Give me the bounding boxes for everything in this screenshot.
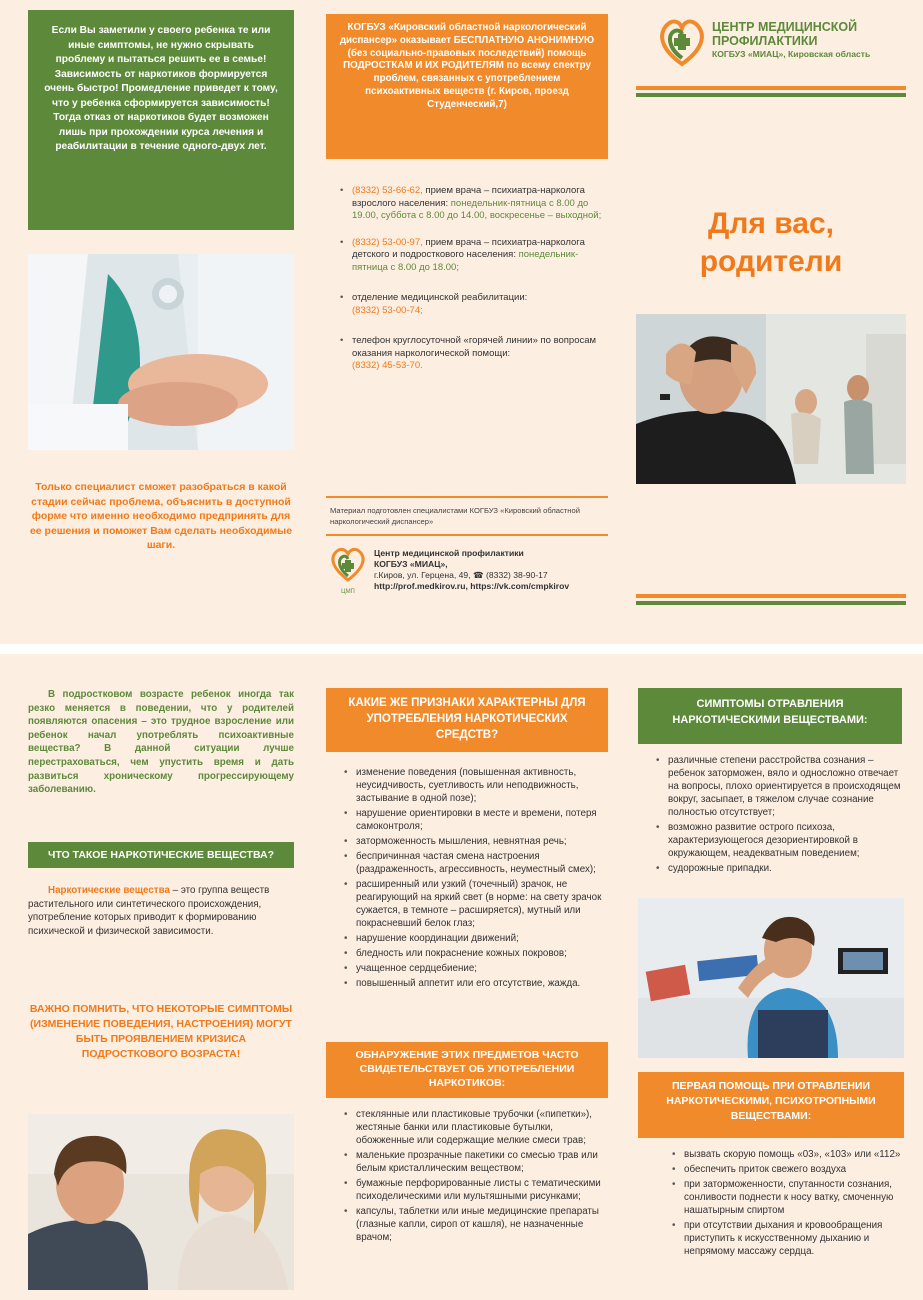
- important-text: ВАЖНО ПОМНИТЬ, ЧТО НЕКОТОРЫЕ СИМПТОМЫ (ИЗМЕНЕНИЕ ПОВЕДЕНИЯ, НАСТРОЕНИЯ) МОГУТ БЫТЬ ПРОЯВЛЕНИЕМ КРИЗИСА ПОДРОСТКОВОГО ВОЗРАСТА!: [29, 1003, 293, 1060]
- list-item: • учащенное сердцебиение;: [356, 962, 608, 975]
- center-address: г.Киров, ул. Герцена, 49, ☎ (8332) 38-90-17: [374, 570, 548, 580]
- intro-text: Если Вы заметили у своего ребенка те или иные симптомы, не нужно скрывать проблему и пытаться решить ее в семье! Зависимость от наркотиков формируется очень быстро! Промедление приведет к тому, что у ребенка сформируется зависимость! Тогда отказ от наркотиков будет возможен лишь при прохождении курса лечения и реабилитации в течение одного-двух лет.: [44, 25, 278, 152]
- contacts-list: [340, 185, 602, 373]
- what-def: – это группа веществ растительного или синтетического происхождения, употребление которых приводит к формированию психической и физической зависимости.: [28, 885, 270, 937]
- signs-heading: КАКИЕ ЖЕ ПРИЗНАКИ ХАРАКТЕРНЫ ДЛЯ УПОТРЕБЛЕНИЯ НАРКОТИЧЕСКИХ СРЕДСТВ?: [348, 697, 586, 741]
- contact-desc: телефон круглосуточной «горячей линии» по вопросам оказания наркологической помощи:: [352, 335, 597, 359]
- contact-item: • (8332) 53-00-97, прием врача – психиатра-нарколога детского и подросткового населения: понедельник-пятница с 8.00 до 18.00;: [340, 236, 585, 273]
- list-item: • бледность или покраснение кожных покровов;: [356, 947, 608, 960]
- list-item: • нарушение координации движений;: [356, 932, 608, 945]
- list-item: • бумажные перфорированные листы с тематическими психоделическими или мультяшными рисунками;: [356, 1177, 608, 1203]
- logo-line3: КОГБУЗ «МИАЦ», Кировская область: [712, 49, 871, 59]
- list-item: • капсулы, таблетки или иные медицинские препараты (глазные капли, сироп от кашля), не назначенные врачом;: [356, 1205, 608, 1244]
- center-small-logo: [328, 544, 368, 595]
- what-heading: ЧТО ТАКОЕ НАРКОТИЧЕСКИЕ ВЕЩЕСТВА?: [47, 849, 275, 861]
- list-item: • при заторможенности, спутанности сознания, сонливости поднести к носу ватку, смоченную нашатырным спиртом: [684, 1178, 904, 1217]
- contact-phone[interactable]: (8332) 53-00-97,: [352, 236, 423, 248]
- prepared-text: Материал подготовлен специалистами КОГБУЗ «Кировский областной наркологический диспансер»: [330, 506, 580, 526]
- brochure-outside: [0, 0, 923, 644]
- footer-stripe-orange: [636, 594, 906, 598]
- list-item: • судорожные припадки.: [668, 862, 908, 875]
- symptoms-list: [652, 754, 908, 877]
- center-org: КОГБУЗ «МИАЦ»,: [374, 559, 448, 569]
- divider-line: [326, 534, 608, 536]
- what-definition: [28, 884, 294, 938]
- contact-item: • телефон круглосуточной «горячей линии» по вопросам оказания наркологической помощи: (8332) 45-53-70.: [340, 335, 597, 371]
- footer-stripe-green: [636, 601, 906, 605]
- specialist-text: Только специалист сможет разобраться в какой стадии сейчас проблема, объяснить в доступной форме что именно необходимо предпринять для ее решения и поможет Вам сделать необходимые шаги.: [29, 481, 293, 551]
- items-heading: ОБНАРУЖЕНИЕ ЭТИХ ПРЕДМЕТОВ ЧАСТО СВИДЕТЕЛЬСТВУЕТ ОБ УПОТРЕБЛЕНИИ НАРКОТИКОВ:: [355, 1049, 579, 1089]
- logo-line2: ПРОФИЛАКТИКИ: [712, 34, 818, 48]
- contact-desc: прием врача – психиатра-нарколога детского и подросткового населения:: [352, 236, 585, 260]
- contact-phone[interactable]: (8332) 53-66-62,: [352, 185, 423, 196]
- worried-teen-photo: [636, 314, 906, 484]
- list-item: • нарушение ориентировки в месте и времени, потеря самоконтроля;: [356, 807, 608, 833]
- contact-phone[interactable]: (8332) 53-00-74;: [352, 304, 423, 316]
- list-item: • стеклянные или пластиковые трубочки («пипетки»), жестяные банки или пластиковые бутылки, обожженные или содержащие мелкие смеси трав;: [356, 1108, 608, 1147]
- center-links[interactable]: http://prof.medkirov.ru, https://vk.com/cmpkirov: [374, 581, 570, 591]
- list-item: • расширенный или узкий (точечный) зрачок, не реагирующий на яркий свет (в норме: на свету зрачок сужается, в темноте – расширяется), мутный или покрасневший белок глаз;: [356, 878, 608, 930]
- firstaid-heading-box: [638, 1072, 904, 1138]
- firstaid-list: [668, 1148, 904, 1260]
- list-item: • обеспечить приток свежего воздуха: [684, 1163, 904, 1176]
- dispensary-text: КОГБУЗ «Кировский областной наркологический диспансер» оказывает БЕСПЛАТНУЮ АНОНИМНУЮ (без социально-правовых последствий) помощь ПОДРОСТКАМ И ИХ РОДИТЕЛЯМ по всему спектру проблем, связанных с употреблением психоактивных веществ (г. Киров, проезд Студенческий,7): [339, 22, 595, 110]
- contact-hours: понедельник-пятница с 8.00 до 19.00, суббота с 8.00 до 14.00, воскресенье – выходной;: [352, 197, 602, 221]
- signs-heading-box: [326, 688, 608, 752]
- divider-line: [326, 496, 608, 498]
- center-logo: [656, 14, 708, 68]
- cover-title-line1: Для вас,: [707, 207, 835, 240]
- cover-title: [636, 205, 906, 281]
- contact-hours: понедельник-пятница с 8.00 до 18.00;: [352, 249, 579, 273]
- contact-desc: прием врача – психиатра-нарколога взрослого населения:: [352, 185, 585, 209]
- contact-phone[interactable]: (8332) 45-53-70.: [352, 360, 423, 371]
- sad-teen-photo: [638, 898, 904, 1058]
- what-heading-box: [28, 842, 294, 868]
- center-logo-text: [712, 20, 912, 60]
- list-item: • изменение поведения (повышенная активность, неусидчивость, суетливость или неподвижность, застывание в одной позе);: [356, 766, 608, 805]
- doctor-hands-photo: [28, 254, 294, 450]
- list-item: • заторможенность мышления, невнятная речь;: [356, 835, 608, 848]
- symptoms-heading-box: [638, 688, 902, 744]
- items-list: [340, 1108, 608, 1246]
- intro-box: [28, 10, 294, 230]
- what-term: Наркотические вещества: [48, 885, 170, 896]
- list-item: • различные степени расстройства сознания – ребенок заторможен, вяло и односложно отвечает на вопросы, плохо ориентируется в происходящем вокруг, засыпает, в тяжелом случае сознание полностью отсутствует;: [668, 754, 908, 819]
- center-small-logo-label: ЦМП: [341, 589, 355, 595]
- contact-item: • отделение медицинской реабилитации: (8332) 53-00-74;: [340, 292, 528, 316]
- brochure-inside: [0, 654, 923, 1300]
- signs-list: [340, 766, 608, 992]
- mother-son-photo: [28, 1114, 294, 1290]
- center-info: [374, 548, 610, 592]
- items-heading-box: [326, 1042, 608, 1098]
- cover-title-line2: родители: [699, 245, 843, 278]
- list-item: • маленькие прозрачные пакетики со смесью трав или белым кристаллическим веществом;: [356, 1149, 608, 1175]
- bottom-intro-text: В подростковом возрасте ребенок иногда так резко меняется в поведении, что у родителей появляются опасения – это трудное взросление или ребенок начал употреблять психоактивные вещества? В данной ситуации лучше перестраховаться, чем упустить время и дать развиться хроническому прогрессирующему заболеванию.: [28, 689, 294, 796]
- list-item: • беспричинная частая смена настроения (раздраженность, агрессивность, неуместный смех);: [356, 850, 608, 876]
- center-name: Центр медицинской профилактики: [374, 548, 524, 558]
- list-item: • вызвать скорую помощь «03», «103» или «112»: [684, 1148, 904, 1161]
- dispensary-box: [326, 14, 608, 159]
- firstaid-heading: ПЕРВАЯ ПОМОЩЬ ПРИ ОТРАВЛЕНИИ НАРКОТИЧЕСКИМИ, ПСИХОТРОПНЫМИ ВЕЩЕСТВАМИ:: [666, 1080, 876, 1122]
- logo-line1: ЦЕНТР МЕДИЦИНСКОЙ: [712, 20, 858, 34]
- list-item: • возможно развитие острого психоза, характеризующегося дезориентировкой в окружающем, неадекватным поведением;: [668, 821, 908, 860]
- symptoms-heading: СИМПТОМЫ ОТРАВЛЕНИЯ НАРКОТИЧЕСКИМИ ВЕЩЕСТВАМИ:: [672, 698, 868, 726]
- list-item: • повышенный аппетит или его отсутствие, жажда.: [356, 977, 608, 990]
- list-item: • при отсутствии дыхания и кровообращения приступить к искусственному дыханию и непрямому массажу сердца.: [684, 1219, 904, 1258]
- contact-item: • (8332) 53-66-62, прием врача – психиатра-нарколога взрослого населения: понедельник-пятница с 8.00 до 19.00, суббота с 8.00 до 14.00, воскресенье – выходной;: [340, 185, 602, 221]
- contact-desc: отделение медицинской реабилитации:: [352, 292, 528, 303]
- header-stripe-orange: [636, 86, 906, 90]
- header-stripe-green: [636, 93, 906, 97]
